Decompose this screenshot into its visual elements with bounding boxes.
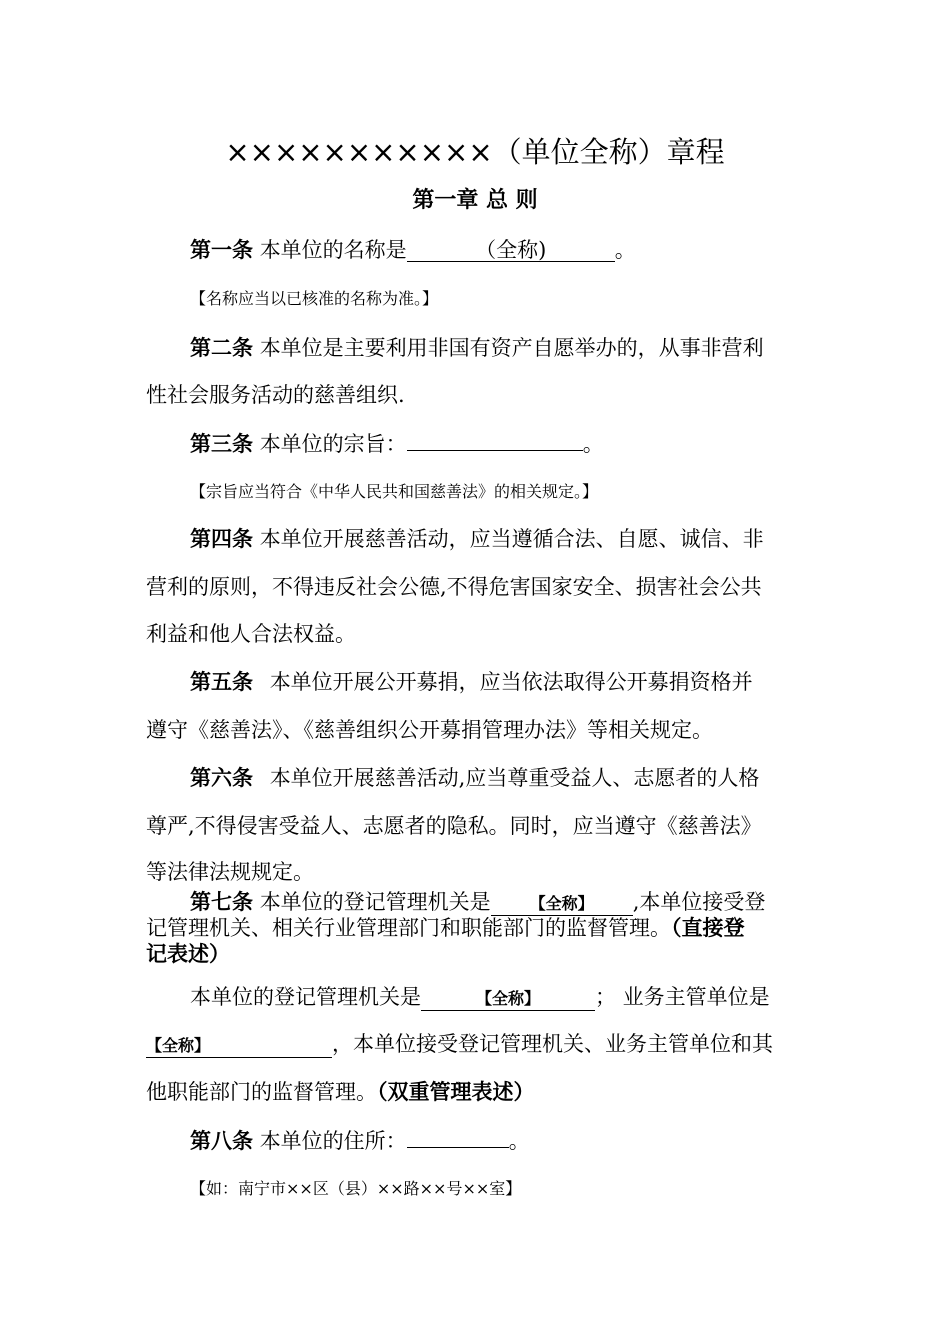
article-6-cont: 等法律法规规定。 — [146, 860, 314, 884]
article-1-note: 【名称应当以已核准的名称为准。】 — [190, 289, 439, 308]
article-6-cont: 尊严,不得侵害受益人、志愿者的隐私。同时，应当遵守《慈善法》 — [146, 814, 762, 838]
article-text: ，本单位接受登记管理机关、业务主管单位和其 — [332, 1032, 773, 1056]
direct-registration-tag: （直接登 — [671, 916, 745, 940]
article-label: 第七条 — [190, 890, 253, 914]
article-text: 记管理机关、相关行业管理部门和职能部门的监督管理。 — [146, 916, 671, 940]
article-2 — [190, 334, 764, 362]
article-7-cont — [146, 914, 745, 942]
article-3 — [190, 430, 604, 458]
supervisor-blank: 【全称】 — [146, 1035, 332, 1058]
article-text: 本单位的宗旨： — [259, 432, 407, 456]
article-7-dual — [190, 983, 770, 1011]
purpose-blank — [407, 450, 583, 451]
article-5 — [190, 668, 753, 696]
punct: 。 — [614, 238, 636, 262]
article-label: 第四条 — [190, 527, 253, 551]
article-label: 第二条 — [190, 336, 253, 360]
article-label: 第八条 — [190, 1129, 253, 1153]
article-text: 本单位是主要利用非国有资产自愿举办的，从事非营利 — [259, 336, 764, 360]
article-8 — [190, 1127, 530, 1155]
direct-registration-tag-cont: 记表述） — [146, 942, 230, 966]
article-7 — [190, 888, 765, 916]
name-blank: （全称) — [407, 239, 615, 262]
dual-management-tag: （双重管理表述） — [377, 1080, 535, 1104]
article-label: 第五条 — [190, 670, 253, 694]
article-5-cont: 遵守《慈善法》、《慈善组织公开募捐管理办法》等相关规定。 — [146, 718, 713, 742]
chapter-heading: 第一章 总 则 — [412, 188, 538, 213]
article-6 — [190, 764, 759, 792]
article-4 — [190, 525, 764, 553]
article-label: 第六条 — [190, 766, 253, 790]
article-text: 本单位开展公开募捐，应当依法取得公开募捐资格并 — [269, 670, 753, 694]
article-1 — [190, 236, 636, 264]
article-text: 本单位的名称是 — [259, 238, 407, 262]
article-text: ； 业务主管单位是 — [595, 985, 770, 1009]
article-2-cont: 性社会服务活动的慈善组织. — [146, 383, 405, 407]
article-text: 本单位开展慈善活动，应当遵循合法、自愿、诚信、非 — [259, 527, 764, 551]
article-text: 本单位的住所： — [259, 1129, 407, 1153]
registration-authority-blank: 【全称】 — [491, 893, 633, 916]
punct: 。 — [582, 432, 604, 456]
article-label: 第一条 — [190, 238, 253, 262]
article-text: 本单位开展慈善活动,应当尊重受益人、志愿者的人格 — [269, 766, 760, 790]
article-label: 第三条 — [190, 432, 253, 456]
article-text: 本单位的登记管理机关是 — [259, 890, 491, 914]
document-title: ×××××××××××（单位全称）章程 — [225, 135, 725, 169]
article-8-note: 【如：南宁市××区（县）××路××号××室】 — [190, 1179, 522, 1198]
article-text: 他职能部门的监督管理。 — [146, 1080, 377, 1104]
article-7-dual-cont — [146, 1030, 773, 1058]
address-blank — [407, 1147, 509, 1148]
article-text: ,本单位接受登 — [632, 890, 766, 914]
article-7-dual-cont — [146, 1078, 535, 1106]
punct: 。 — [508, 1129, 530, 1153]
article-3-note: 【宗旨应当符合《中华人民共和国慈善法》的相关规定。】 — [190, 482, 599, 501]
article-text: 本单位的登记管理机关是 — [190, 985, 421, 1009]
article-4-cont: 利益和他人合法权益。 — [146, 622, 356, 646]
registration-authority-blank: 【全称】 — [421, 988, 595, 1011]
article-4-cont: 营利的原则，不得违反社会公德,不得危害国家安全、损害社会公共 — [146, 575, 762, 599]
